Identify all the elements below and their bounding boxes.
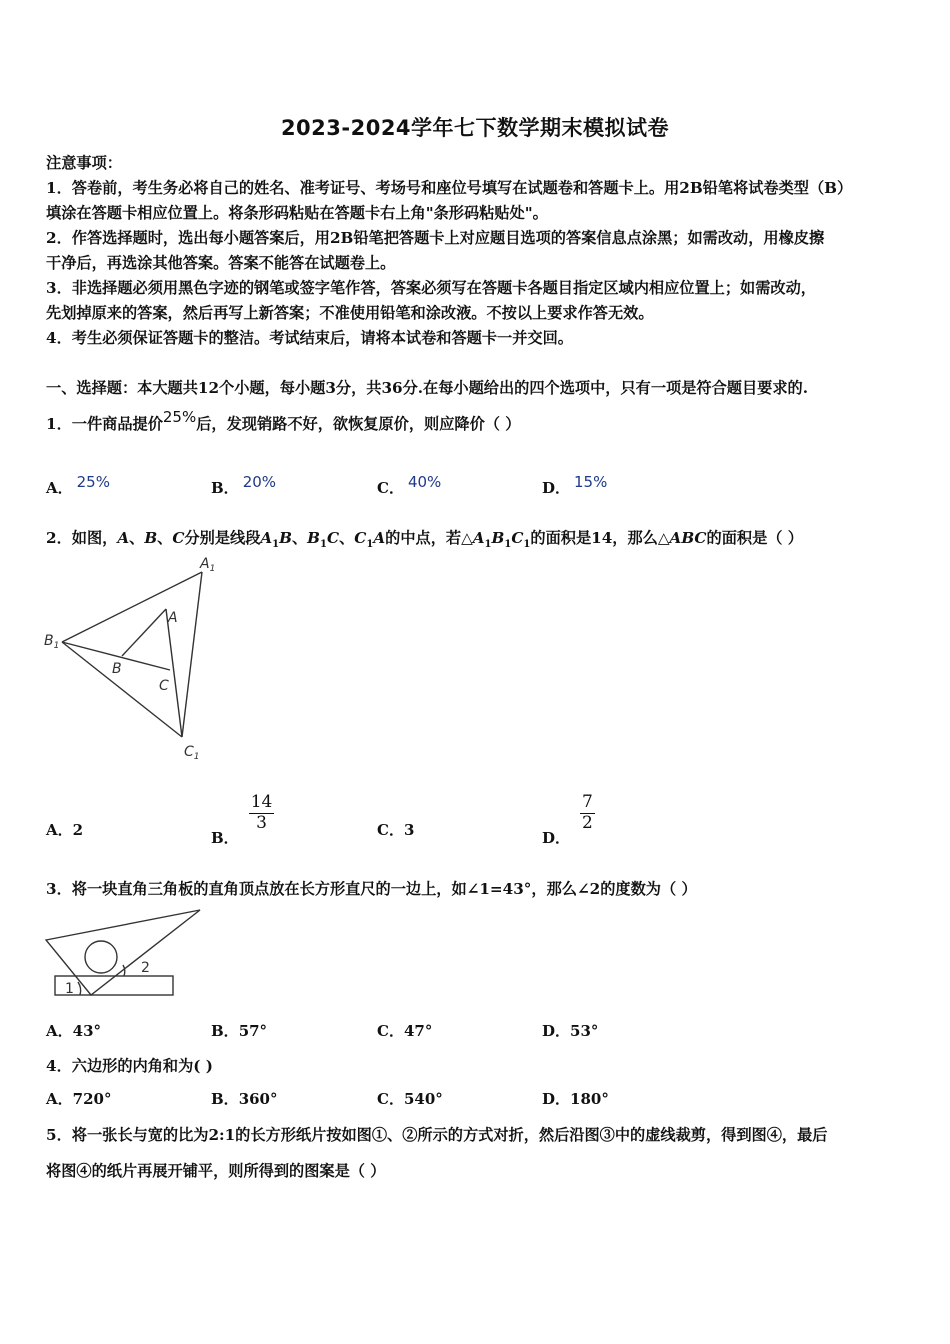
q2-point: C xyxy=(172,529,185,547)
q2-subscript: 1 xyxy=(523,539,531,551)
option-value: 43° xyxy=(72,1022,102,1040)
segment-a1-c1 xyxy=(182,572,202,737)
option-label: B． xyxy=(211,1022,239,1040)
q4-option-d[interactable] xyxy=(542,1088,609,1109)
q2-option-d[interactable] xyxy=(542,792,595,848)
option-label: B． xyxy=(211,1090,239,1108)
q3-option-b[interactable] xyxy=(211,1020,267,1041)
notice-line: 4．考生必须保证答题卡的整洁。考试结束后，请将本试卷和答题卡一并交回。 xyxy=(46,329,573,347)
option-label: A． xyxy=(46,821,73,839)
angle-1-label: 1 xyxy=(65,981,74,997)
q1-stem-start: 1．一件商品提价 xyxy=(46,415,163,433)
q2-text: 的中点，若△ xyxy=(385,529,473,547)
label-b1: $B_1$ xyxy=(44,633,60,651)
q2-subscript: 1 xyxy=(484,539,492,551)
option-value: 57° xyxy=(238,1022,268,1040)
option-label: C． xyxy=(377,1022,404,1040)
q2-point: C xyxy=(354,529,367,547)
q4-option-c[interactable] xyxy=(377,1088,443,1109)
option-label: D． xyxy=(542,1022,571,1040)
question-4-stem: 4．六边形的内角和为( ) xyxy=(46,1057,213,1075)
option-value: 25% xyxy=(76,473,110,491)
option-label: D． xyxy=(542,1090,571,1108)
option-value: 40% xyxy=(407,473,442,491)
q2-point: B xyxy=(307,529,321,547)
question-3-stem: 3．将一块直角三角板的直角顶点放在长方形直尺的一边上，如∠1=43°，那么∠2的度数为（ ） xyxy=(46,880,697,898)
q1-stem-end: 后，发现销路不好，欲恢复原价，则应降价（ ） xyxy=(196,415,521,433)
question-5-stem-line-1: 5．将一张长与宽的比为2:1的长方形纸片按如图①、②所示的方式对折，然后沿图③中的虚线裁剪，得到图④，最后 xyxy=(46,1126,828,1144)
notice-line: 干净后，再选涂其他答案。答案不能答在试题卷上。 xyxy=(46,254,396,272)
fraction xyxy=(580,793,595,833)
label-c: C xyxy=(159,678,169,694)
q4-option-a[interactable] xyxy=(46,1088,111,1109)
notice-line: 1．答卷前，考生务必将自己的姓名、准考证号、考场号和座位号填写在试题卷和答题卡上。用2B铅笔将试卷类型（B） xyxy=(46,179,853,197)
notice-line: 3．非选择题必须用黑色字迹的钢笔或签字笔作答，答案必须写在答题卡各题目指定区域内相应位置上；如需改动， xyxy=(46,279,816,297)
q2-point: C xyxy=(326,529,340,547)
fraction xyxy=(249,793,275,833)
q2-text: 2．如图， xyxy=(46,529,118,547)
q2-subscript: 1 xyxy=(272,539,280,551)
label-a: A xyxy=(168,610,178,626)
q2-option-a[interactable] xyxy=(46,819,83,840)
q2-option-b[interactable] xyxy=(211,792,274,848)
q2-text: 、 xyxy=(157,529,173,547)
q2-point: A xyxy=(117,529,130,547)
label-c1: $C_1$ xyxy=(184,744,200,762)
option-value: 15% xyxy=(574,473,608,491)
angle-1-arc xyxy=(78,982,81,995)
q1-stem-percent: 25% xyxy=(162,408,197,426)
option-value: 360° xyxy=(238,1090,278,1108)
q2-text: 、 xyxy=(339,529,355,547)
q2-point: A xyxy=(373,529,386,547)
option-label: C． xyxy=(377,1090,404,1108)
option-value: 53° xyxy=(570,1022,599,1040)
denominator: 3 xyxy=(256,812,267,833)
q2-text: 分别是线段 xyxy=(184,529,261,547)
option-value: 3 xyxy=(403,821,415,839)
option-value: 720° xyxy=(72,1090,112,1108)
q2-triangle-figure xyxy=(40,552,230,767)
option-label: B． xyxy=(211,829,239,848)
label-b: B xyxy=(112,661,122,677)
question-2-stem xyxy=(46,527,803,550)
option-value: 540° xyxy=(403,1090,443,1108)
set-square-hole xyxy=(85,941,117,973)
q1-option-a[interactable] xyxy=(46,473,110,498)
option-label: C． xyxy=(377,821,404,839)
option-label: B． xyxy=(211,479,239,497)
q2-subscript: 1 xyxy=(320,539,327,551)
q3-ruler-triangle-figure xyxy=(40,904,210,1000)
label-a1: $A_1$ xyxy=(200,556,216,574)
q3-option-c[interactable] xyxy=(377,1020,432,1041)
angle-2-label: 2 xyxy=(141,960,150,976)
q2-option-c[interactable] xyxy=(377,819,414,840)
notice-line: 2．作答选择题时，选出每小题答案后，用2B铅笔把答题卡上对应题目选项的答案信息点涂黑；如需改动，用橡皮擦 xyxy=(46,229,825,247)
q2-point: C xyxy=(511,529,524,547)
option-value: 20% xyxy=(242,473,277,491)
option-label: A． xyxy=(46,1090,73,1108)
q4-option-b[interactable] xyxy=(211,1088,278,1109)
q1-option-d[interactable] xyxy=(542,473,608,498)
q2-point: A xyxy=(472,529,485,547)
q1-option-c[interactable] xyxy=(377,473,442,498)
notice-heading: 注意事项： xyxy=(46,154,122,172)
q2-text: 、 xyxy=(291,529,308,547)
q2-text: 的面积是14，那么△ xyxy=(530,529,670,547)
q3-option-a[interactable] xyxy=(46,1020,101,1041)
option-value: 180° xyxy=(570,1090,609,1108)
q2-point: ABC xyxy=(669,529,707,547)
q3-option-d[interactable] xyxy=(542,1020,598,1041)
segment-a-c1 xyxy=(166,609,182,737)
q2-subscript: 1 xyxy=(366,539,374,551)
option-label: A． xyxy=(46,1022,73,1040)
page-title: 2023-2024学年七下数学期末模拟试卷 xyxy=(280,116,670,140)
option-label: D． xyxy=(542,479,571,497)
option-label: D． xyxy=(542,829,571,848)
question-5-stem-line-2: 将图④的纸片再展开铺平，则所得到的图案是（ ） xyxy=(46,1162,386,1180)
question-1-stem xyxy=(46,408,521,434)
option-label: A． xyxy=(46,479,73,497)
numerator: 14 xyxy=(250,792,273,812)
segment-a-b xyxy=(122,609,166,656)
numerator: 7 xyxy=(582,792,593,812)
option-label: C． xyxy=(377,479,404,497)
denominator: 2 xyxy=(582,812,593,833)
q1-option-b[interactable] xyxy=(211,473,277,498)
q2-subscript: 1 xyxy=(504,539,512,551)
q2-point: B xyxy=(491,529,505,547)
q2-point: A xyxy=(260,529,273,547)
q2-point: B xyxy=(144,529,158,547)
q2-text: 、 xyxy=(129,529,145,547)
segment-b1-a1 xyxy=(62,572,202,642)
section-heading: 一、选择题：本大题共12个小题，每小题3分，共36分.在每小题给出的四个选项中，只有一项是符合题目要求的. xyxy=(46,379,809,397)
q2-point: B xyxy=(279,529,292,547)
notice-line: 先划掉原来的答案，然后再写上新答案；不准使用铅笔和涂改液。不按以上要求作答无效。 xyxy=(46,304,654,322)
option-value: 2 xyxy=(72,821,84,839)
option-value: 47° xyxy=(403,1022,433,1040)
q2-text: 的面积是（ ） xyxy=(706,529,803,547)
notice-line: 填涂在答题卡相应位置上。将条形码粘贴在答题卡右上角"条形码粘贴处"。 xyxy=(46,204,548,222)
